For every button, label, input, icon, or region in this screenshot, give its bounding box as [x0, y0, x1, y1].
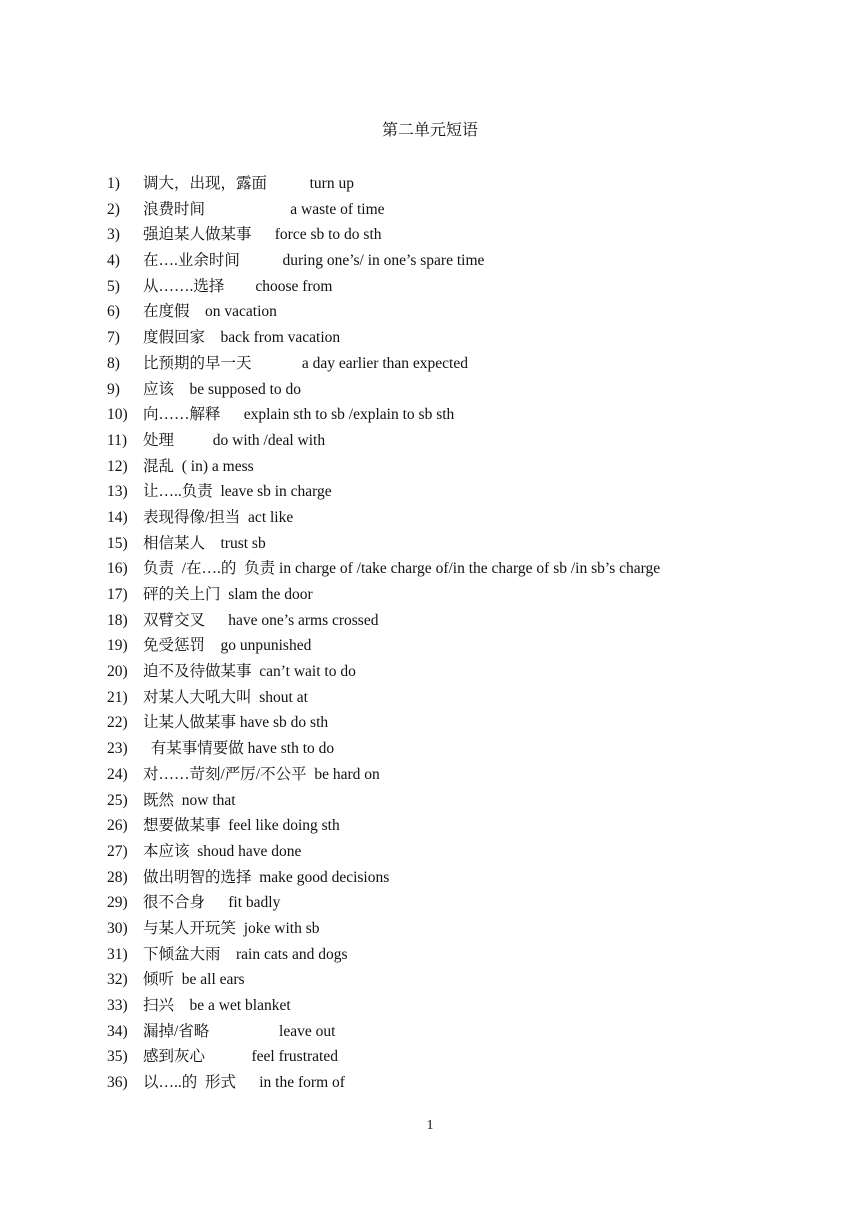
phrase-text: 很不合身 fit badly [143, 894, 281, 912]
phrase-item [0, 302, 860, 328]
phrase-text: 感到灰心 feel frustrated [143, 1048, 338, 1066]
phrase-text: 倾听 be all ears [143, 971, 245, 989]
phrase-text: 下倾盆大雨 rain cats and dogs [143, 945, 348, 963]
phrase-item [0, 585, 860, 611]
phrase-item [0, 277, 860, 303]
phrase-item [0, 919, 860, 945]
phrase-text: 做出明智的选择 make good decisions [143, 868, 390, 886]
phrase-text: 对某人大吼大叫 shout at [143, 688, 308, 706]
phrase-number: 1) [107, 175, 120, 192]
phrase-item [0, 791, 860, 817]
phrase-item [0, 174, 860, 200]
phrase-number: 7) [107, 329, 120, 347]
phrase-item [0, 1073, 860, 1099]
phrase-text: 强迫某人做某事 force sb to do sth [143, 226, 382, 244]
phrase-text: 对……苛刻/严厉/不公平 be hard on [143, 765, 380, 783]
phrase-item [0, 739, 860, 765]
phrase-text: 调大，出现，露面 turn up [143, 175, 354, 192]
phrase-item [0, 431, 860, 457]
phrase-text: 度假回家 back from vacation [143, 329, 341, 347]
phrase-item [0, 713, 860, 739]
phrase-number: 33) [107, 997, 128, 1014]
phrase-item [0, 380, 860, 406]
phrase-item [0, 996, 860, 1022]
phrase-number: 15) [107, 534, 128, 552]
phrase-text: 扫兴 be a wet blanket [143, 997, 291, 1014]
phrase-number: 4) [107, 252, 120, 270]
phrase-text: 应该 be supposed to do [143, 380, 302, 398]
phrase-number: 32) [107, 971, 128, 989]
phrase-item [0, 225, 860, 251]
page-title: 第二单元短语 [381, 122, 478, 139]
phrase-text: 相信某人 trust sb [143, 534, 266, 552]
phrase-number: 2) [107, 200, 120, 218]
phrase-item [0, 816, 860, 842]
phrase-item [0, 688, 860, 714]
phrase-item [0, 1022, 860, 1048]
phrase-number: 34) [107, 1022, 128, 1040]
phrase-item [0, 611, 860, 637]
phrase-number: 14) [107, 508, 128, 526]
phrase-text: 表现得像/担当 act like [143, 508, 294, 526]
phrase-number: 18) [107, 611, 128, 629]
phrase-text: 本应该 shoud have done [143, 842, 302, 860]
phrase-number: 24) [107, 765, 128, 783]
phrase-number: 6) [107, 303, 120, 321]
phrase-text: 比预期的早一天 a day earlier than expected [143, 354, 468, 372]
phrase-item [0, 200, 860, 226]
phrase-item [0, 457, 860, 483]
phrase-number: 17) [107, 586, 128, 603]
phrase-number: 35) [107, 1048, 128, 1066]
phrase-text: 在….业余时间 during one’s/ in one’s spare time [143, 252, 485, 270]
phrase-item [0, 534, 860, 560]
phrase-number: 27) [107, 842, 128, 860]
phrase-text: 从…….选择 choose from [143, 277, 333, 295]
phrase-list [0, 174, 860, 1099]
phrase-item [0, 970, 860, 996]
phrase-item [0, 405, 860, 431]
phrase-number: 22) [107, 714, 128, 732]
phrase-number: 12) [107, 457, 128, 475]
phrase-text: 让…..负责 leave sb in charge [143, 483, 332, 501]
phrase-item [0, 251, 860, 277]
phrase-number: 29) [107, 894, 128, 912]
phrase-item [0, 868, 860, 894]
phrase-item [0, 508, 860, 534]
phrase-number: 16) [107, 560, 128, 578]
phrase-text: 向……解释 explain sth to sb /explain to sb sth [143, 406, 455, 424]
phrase-item [0, 765, 860, 791]
phrase-number: 5) [107, 277, 120, 295]
phrase-text: 处理 do with /deal with [143, 431, 326, 449]
phrase-item [0, 328, 860, 354]
phrase-number: 28) [107, 868, 128, 886]
phrase-text: 负责 /在….的 负责 in charge of /take charge of/in the charge of sb /in sb’s charge [143, 560, 661, 578]
phrase-number: 8) [107, 354, 120, 372]
phrase-item [0, 559, 860, 585]
phrase-number: 3) [107, 226, 120, 244]
phrase-text: 既然 now that [143, 791, 236, 809]
phrase-text: 想要做某事 feel like doing sth [143, 817, 340, 835]
phrase-number: 11) [107, 431, 128, 449]
phrase-item [0, 842, 860, 868]
phrase-text: 在度假 on vacation [143, 303, 277, 321]
phrase-number: 23) [107, 740, 128, 758]
phrase-number: 19) [107, 637, 128, 655]
phrase-item [0, 662, 860, 688]
phrase-text: 混乱 ( in) a mess [143, 457, 254, 475]
phrase-text: 双臂交叉 have one’s arms crossed [143, 611, 379, 629]
phrase-number: 31) [107, 945, 128, 963]
phrase-text: 让某人做某事 have sb do sth [143, 714, 329, 732]
phrase-number: 26) [107, 817, 128, 835]
phrase-item [0, 636, 860, 662]
phrase-item [0, 1047, 860, 1073]
phrase-item [0, 893, 860, 919]
phrase-number: 10) [107, 406, 128, 424]
phrase-number: 9) [107, 380, 120, 398]
page-number: 1 [426, 1118, 434, 1133]
phrase-text: 漏掉/省略 leave out [143, 1022, 336, 1040]
phrase-text: 免受惩罚 go unpunished [143, 637, 312, 655]
phrase-item [0, 482, 860, 508]
phrase-item [0, 354, 860, 380]
phrase-text: 有某事情要做 have sth to do [143, 740, 335, 758]
phrase-number: 25) [107, 791, 128, 809]
phrase-text: 与某人开玩笑 joke with sb [143, 919, 320, 937]
phrase-number: 20) [107, 663, 128, 681]
phrase-number: 21) [107, 688, 128, 706]
phrase-text: 迫不及待做某事 can’t wait to do [143, 663, 356, 681]
phrase-item [0, 945, 860, 971]
phrase-number: 30) [107, 919, 128, 937]
phrase-text: 以…..的 形式 in the form of [143, 1074, 345, 1092]
phrase-text: 浪费时间 a waste of time [143, 200, 385, 218]
phrase-number: 13) [107, 483, 128, 501]
phrase-number: 36) [107, 1074, 128, 1092]
phrase-text: 砰的关上门 slam the door [143, 586, 313, 603]
